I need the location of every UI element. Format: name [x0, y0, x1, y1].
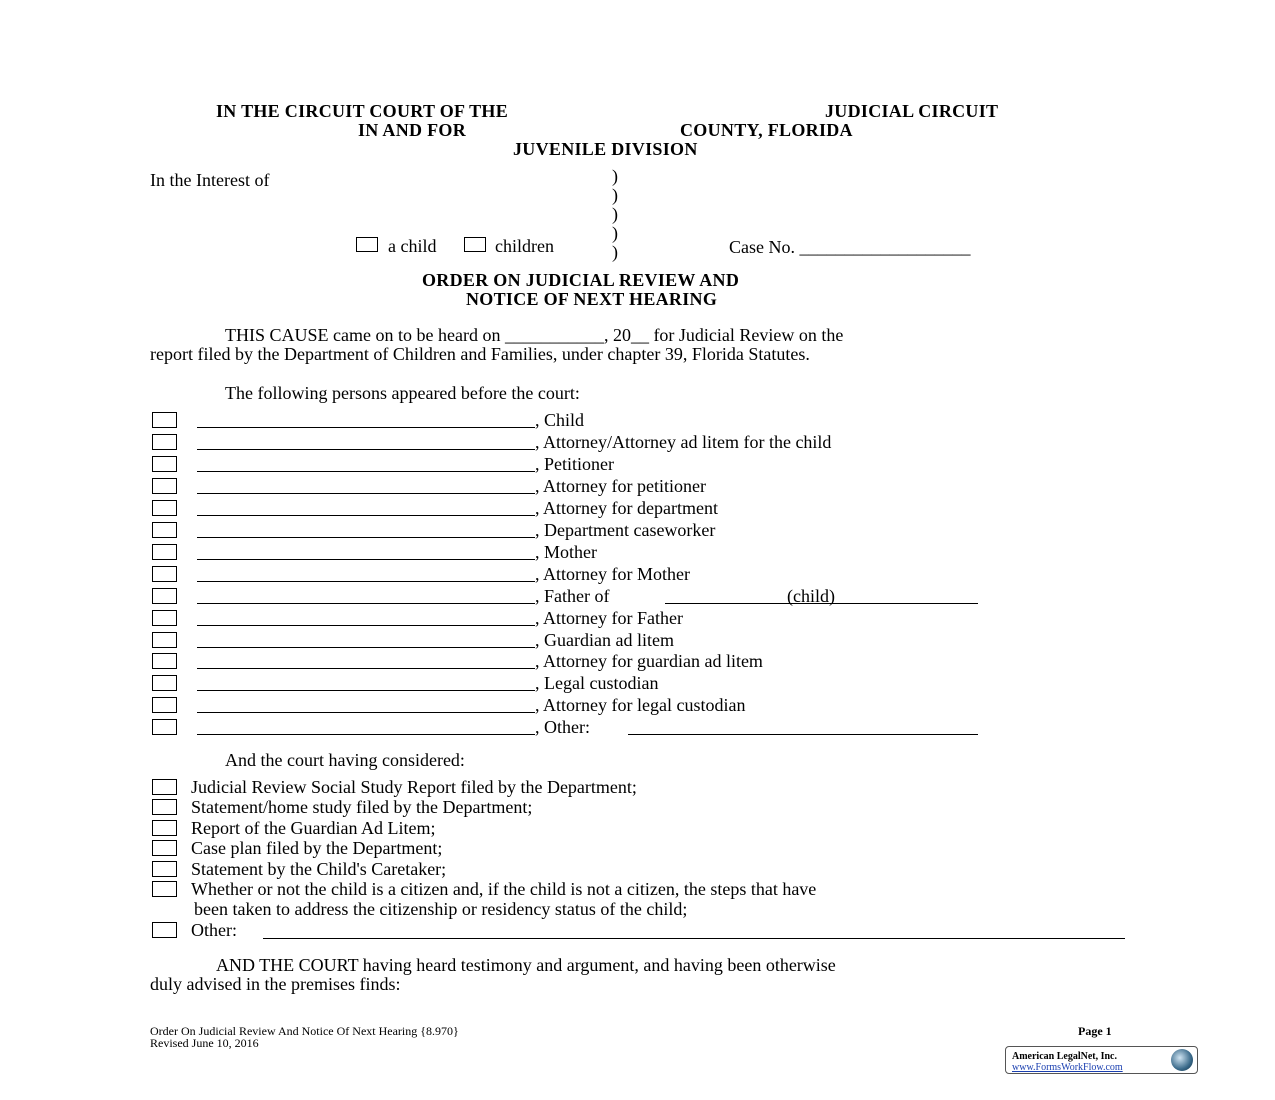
- american-legalnet-logo[interactable]: [1005, 1046, 1198, 1074]
- considered-item: Case plan filed by the Department;: [191, 838, 443, 858]
- person-name-blank[interactable]: [197, 522, 535, 538]
- logo-url[interactable]: www.FormsWorkFlow.com: [1012, 1062, 1123, 1073]
- person-role: , Petitioner: [535, 453, 614, 474]
- considered-item: Whether or not the child is a citizen and, if the child is not a citizen, the steps that have: [191, 879, 817, 899]
- person-checkbox[interactable]: [152, 434, 177, 450]
- person-name-blank[interactable]: [197, 653, 535, 669]
- considered-item: Statement/home study filed by the Department;: [191, 797, 533, 817]
- case-number[interactable]: Case No. ___________________: [729, 237, 971, 257]
- person-role: , Attorney for petitioner: [535, 475, 706, 496]
- considered-checkbox[interactable]: [152, 779, 177, 795]
- considered-item: Other:: [191, 920, 237, 940]
- person-role: , Attorney for guardian ad litem: [535, 651, 763, 672]
- person-name-blank[interactable]: [197, 697, 535, 713]
- finds-line2: duly advised in the premises finds:: [150, 974, 401, 994]
- title-line2: NOTICE OF NEXT HEARING: [466, 289, 718, 309]
- caption-paren: ): [612, 242, 618, 262]
- person-checkbox[interactable]: [152, 719, 177, 735]
- person-role: , Child: [535, 410, 585, 430]
- person-role: , Other:: [535, 717, 590, 738]
- person-name-blank[interactable]: [197, 500, 535, 516]
- footer-page: Page 1: [1078, 1024, 1112, 1038]
- logo-name: American LegalNet, Inc.: [1012, 1051, 1117, 1062]
- person-role: , Attorney for legal custodian: [535, 695, 746, 716]
- caption-paren: ): [612, 223, 618, 243]
- considered-item: Statement by the Child's Caretaker;: [191, 859, 447, 879]
- person-role: , Attorney for Mother: [535, 563, 690, 584]
- caption-paren: ): [612, 204, 618, 224]
- child-checkbox[interactable]: [356, 237, 378, 252]
- finds-line1: AND THE COURT having heard testimony and argument, and having been otherwise: [216, 955, 836, 975]
- person-checkbox[interactable]: [152, 697, 177, 713]
- footer-revised: Revised June 10, 2016: [150, 1036, 259, 1050]
- person-name-blank[interactable]: [197, 566, 535, 582]
- father-child-label: (child): [787, 585, 835, 606]
- title-line1: ORDER ON JUDICIAL REVIEW AND: [422, 270, 740, 290]
- person-role: , Legal custodian: [535, 673, 659, 694]
- person-name-blank[interactable]: [197, 719, 535, 735]
- person-checkbox[interactable]: [152, 610, 177, 626]
- other-person-blank[interactable]: [628, 719, 978, 735]
- considered-checkbox[interactable]: [152, 799, 177, 815]
- person-name-blank[interactable]: [197, 632, 535, 648]
- considered-checkbox[interactable]: [152, 881, 177, 897]
- person-role: , Guardian ad litem: [535, 629, 674, 650]
- other-considered-blank[interactable]: [263, 922, 1125, 939]
- person-checkbox[interactable]: [152, 653, 177, 669]
- considered-checkbox[interactable]: [152, 922, 177, 938]
- considered-checkbox[interactable]: [152, 861, 177, 877]
- person-role: , Attorney for department: [535, 497, 718, 518]
- considered-heading: And the court having considered:: [225, 750, 465, 770]
- children-checkbox[interactable]: [464, 237, 486, 252]
- division: JUVENILE DIVISION: [513, 139, 698, 159]
- court-header-right: JUDICIAL CIRCUIT: [825, 101, 999, 121]
- children-label: children: [495, 236, 554, 256]
- person-checkbox[interactable]: [152, 588, 177, 604]
- person-role: , Attorney for Father: [535, 607, 683, 628]
- person-name-blank[interactable]: [197, 610, 535, 626]
- person-role: , Father of: [535, 585, 610, 606]
- person-name-blank[interactable]: [197, 588, 535, 604]
- person-checkbox[interactable]: [152, 675, 177, 691]
- intro-line2: report filed by the Department of Children and Families, under chapter 39, Florida Statutes.: [150, 344, 810, 364]
- footer-form-title: Order On Judicial Review And Notice Of Next Hearing {8.970}: [150, 1024, 459, 1038]
- person-role: , Attorney/Attorney ad litem for the child: [535, 431, 832, 452]
- considered-item: Judicial Review Social Study Report filed by the Department;: [191, 777, 637, 797]
- person-name-blank[interactable]: [197, 478, 535, 494]
- person-name-blank[interactable]: [197, 456, 535, 472]
- interest-of-label: In the Interest of: [150, 170, 270, 190]
- person-role: , Mother: [535, 541, 597, 562]
- person-name-blank[interactable]: [197, 544, 535, 560]
- county-right: COUNTY, FLORIDA: [680, 120, 853, 140]
- person-name-blank[interactable]: [197, 675, 535, 691]
- intro-line1: THIS CAUSE came on to be heard on ___________, 20__ for Judicial Review on the: [225, 325, 844, 345]
- person-checkbox[interactable]: [152, 456, 177, 472]
- considered-checkbox[interactable]: [152, 840, 177, 856]
- caption-paren: ): [612, 185, 618, 205]
- person-checkbox[interactable]: [152, 544, 177, 560]
- county-left: IN AND FOR: [358, 120, 467, 140]
- person-name-blank[interactable]: [197, 412, 535, 428]
- person-checkbox[interactable]: [152, 500, 177, 516]
- caption-paren: ): [612, 166, 618, 186]
- considered-item: Report of the Guardian Ad Litem;: [191, 818, 436, 838]
- persons-heading: The following persons appeared before the court:: [225, 383, 580, 403]
- person-name-blank[interactable]: [197, 434, 535, 450]
- person-checkbox[interactable]: [152, 412, 177, 428]
- considered-continuation: been taken to address the citizenship or residency status of the child;: [194, 899, 688, 919]
- child-label: a child: [388, 236, 437, 256]
- person-checkbox[interactable]: [152, 478, 177, 494]
- person-checkbox[interactable]: [152, 566, 177, 582]
- court-header-left: IN THE CIRCUIT COURT OF THE: [216, 101, 509, 121]
- person-role: , Department caseworker: [535, 519, 716, 540]
- considered-checkbox[interactable]: [152, 820, 177, 836]
- person-checkbox[interactable]: [152, 522, 177, 538]
- person-checkbox[interactable]: [152, 632, 177, 648]
- globe-icon: [1171, 1049, 1193, 1071]
